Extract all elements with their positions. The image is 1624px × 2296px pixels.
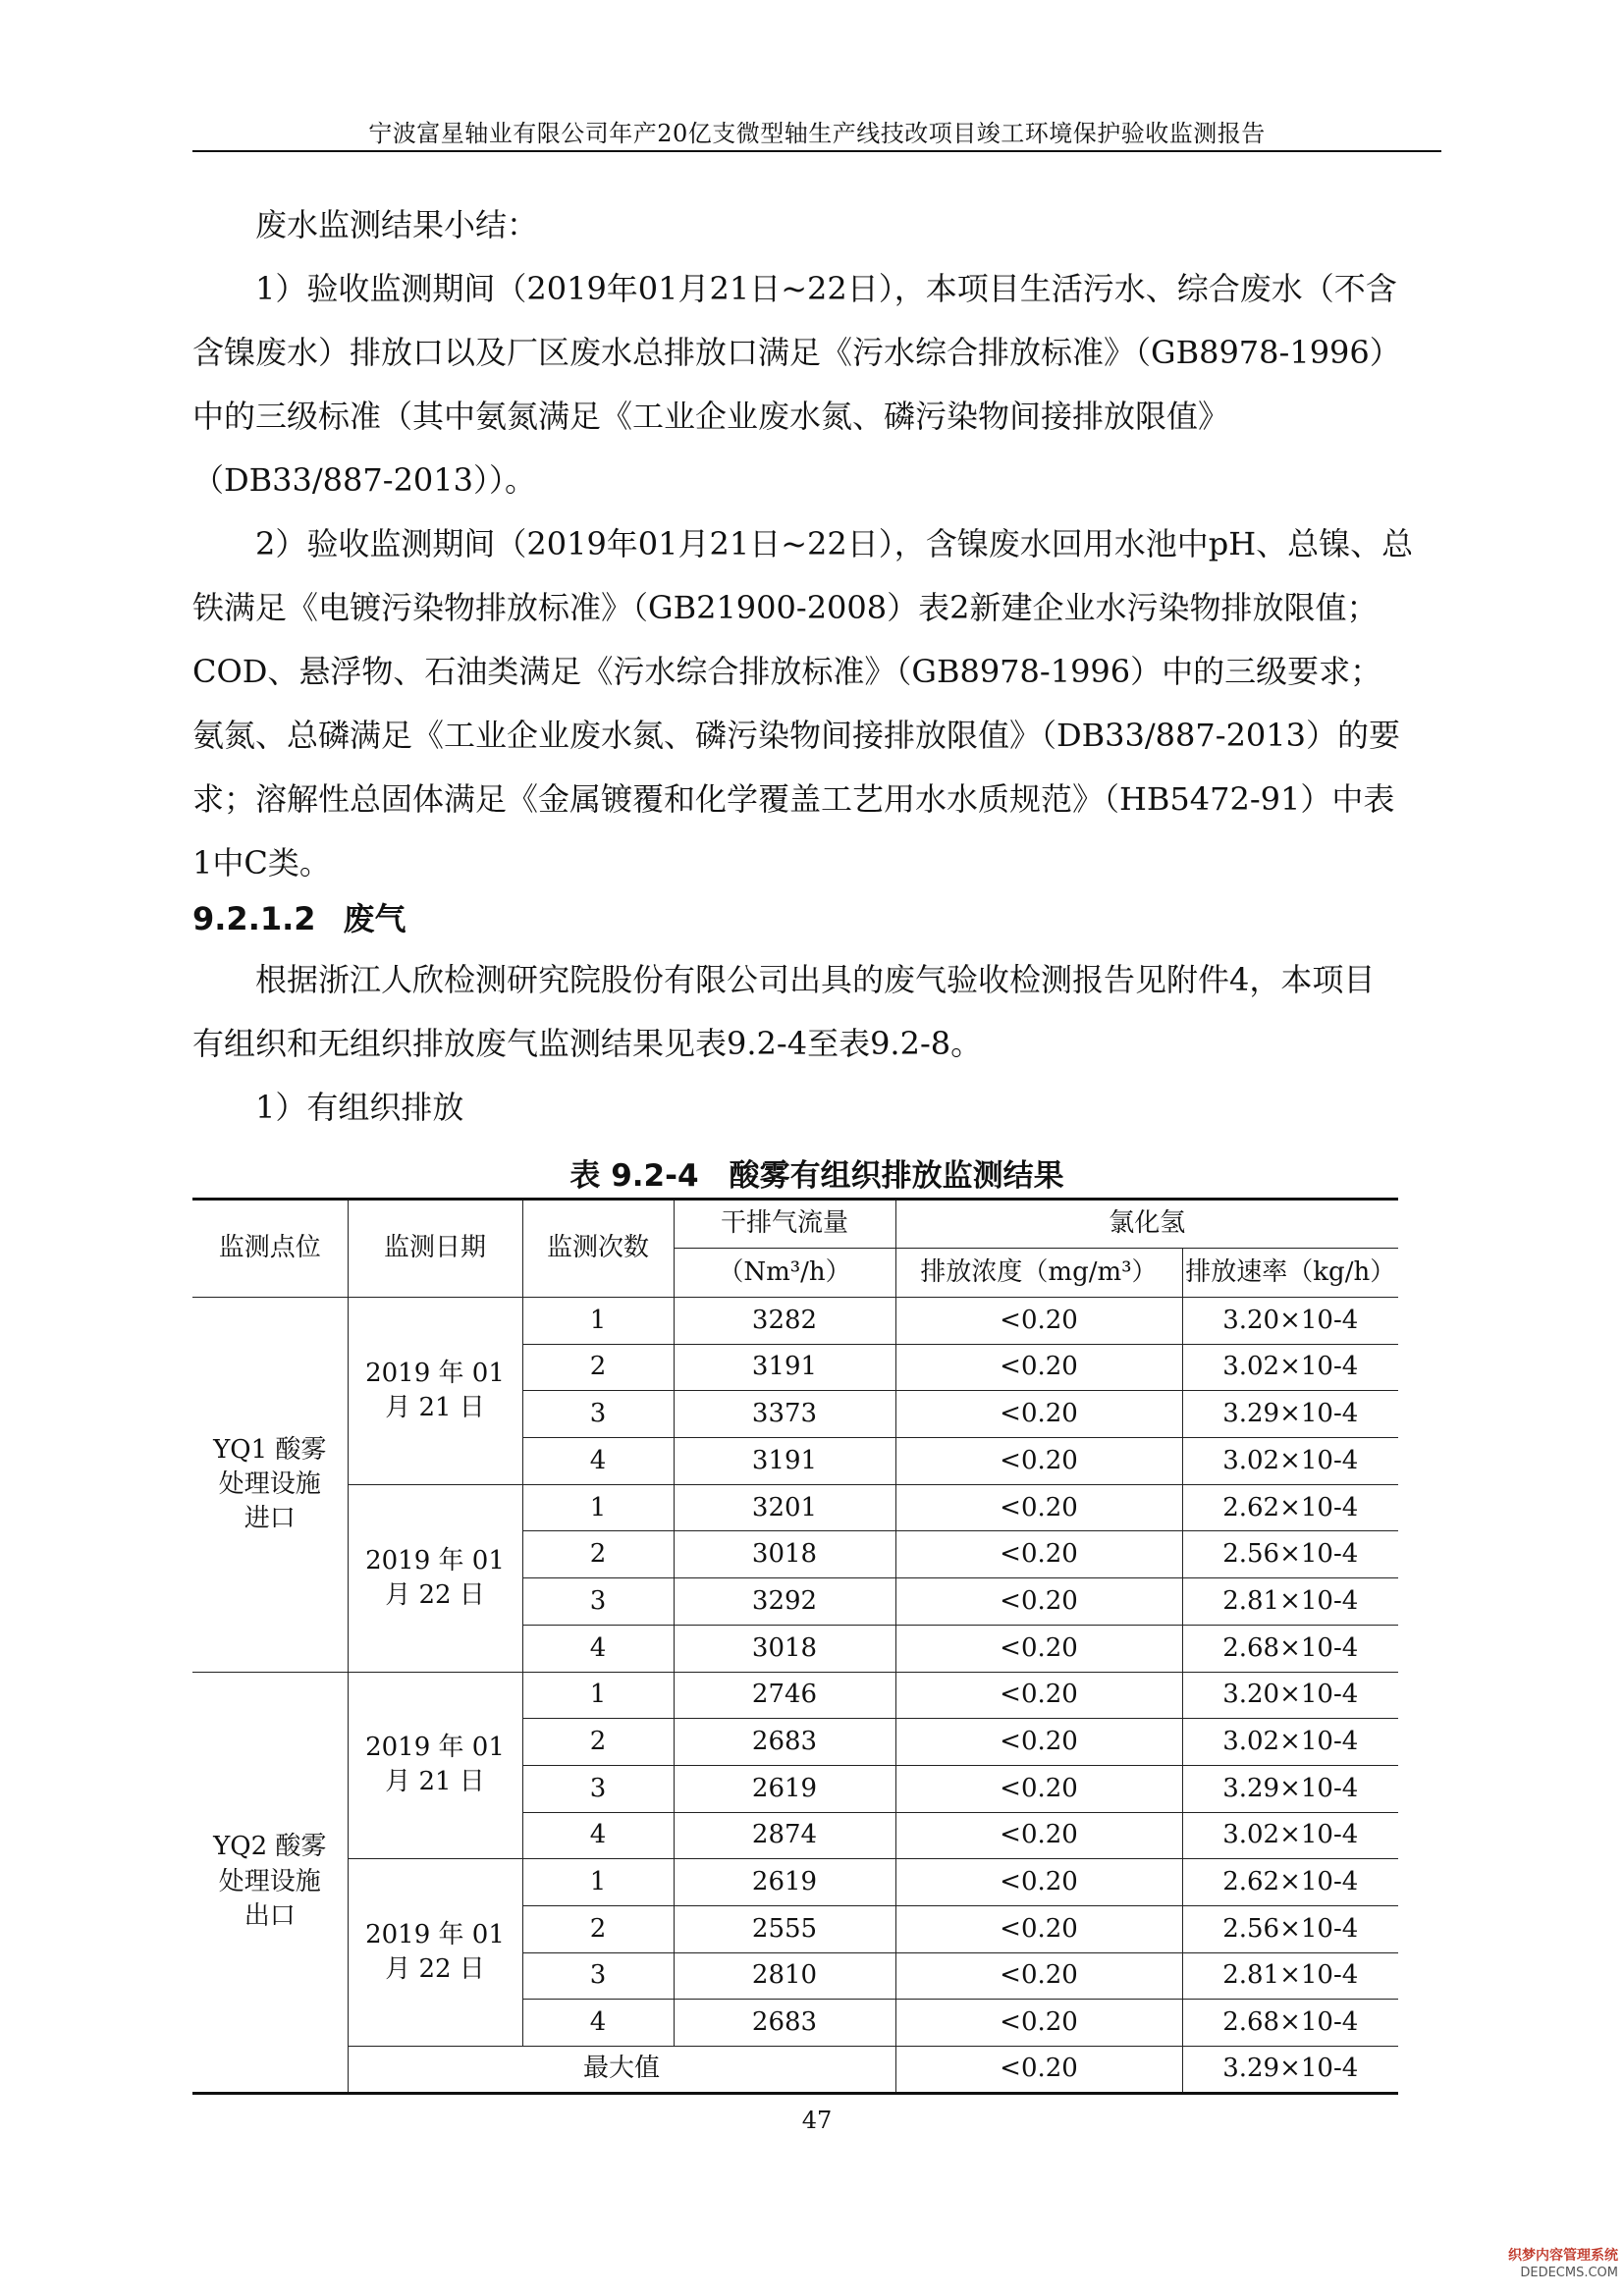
flow-rate-cell: 3373 — [674, 1391, 895, 1438]
monitoring-date-cell: 2019 年 01 月 22 日 — [348, 1859, 522, 2047]
concentration-cell: <0.20 — [895, 1298, 1182, 1345]
page-number: 47 — [801, 2107, 833, 2134]
emission-rate-cell: 3.29×10-4 — [1182, 1391, 1398, 1438]
report-header-title: 宁波富星轴业有限公司年产20亿支微型轴生产线技改项目竣工环境保护验收监测报告 — [368, 120, 1266, 147]
paragraph-line: 1中C类。 — [192, 844, 331, 881]
emission-rate-cell: 2.68×10-4 — [1182, 1625, 1398, 1672]
emission-rate-cell: 3.02×10-4 — [1182, 1344, 1398, 1391]
monitoring-count-cell: 1 — [522, 1672, 674, 1719]
flow-rate-cell: 3018 — [674, 1625, 895, 1672]
paragraph-line: 含镍废水）排放口以及厂区废水总排放口满足《污水综合排放标准》（GB8978-1996） — [192, 334, 1401, 371]
monitoring-count-cell: 3 — [522, 1765, 674, 1812]
emission-rate-cell: 2.81×10-4 — [1182, 1578, 1398, 1626]
flow-rate-cell: 2619 — [674, 1765, 895, 1812]
emission-rate-cell: 3.29×10-4 — [1182, 1765, 1398, 1812]
monitoring-point-cell: YQ1 酸雾 处理设施 进口 — [192, 1298, 348, 1673]
wastewater-summary-title-block — [192, 193, 1441, 257]
flow-rate-cell: 3292 — [674, 1578, 895, 1626]
monitoring-count-cell: 4 — [522, 1812, 674, 1859]
organized-emission-label: 1）有组织排放 — [255, 1089, 464, 1126]
section-title: 废气 — [343, 900, 406, 937]
concentration-cell: <0.20 — [895, 1765, 1182, 1812]
paragraph-line: （DB33/887-2013））。 — [192, 461, 537, 499]
section-number: 9.2.1.2 — [192, 900, 316, 937]
header-monitoring-point: 监测点位 — [192, 1200, 348, 1298]
monitoring-count-cell: 2 — [522, 1719, 674, 1766]
monitoring-count-cell: 2 — [522, 1344, 674, 1391]
paragraph-line: COD、悬浮物、石油类满足《污水综合排放标准》（GB8978-1996）中的三级要求； — [192, 653, 1382, 690]
flow-rate-cell: 2683 — [674, 1719, 895, 1766]
flow-rate-cell: 2619 — [674, 1859, 895, 1906]
paragraph-line: 求；溶解性总固体满足《金属镀覆和化学覆盖工艺用水水质规范》（HB5472-91）中表 — [192, 780, 1395, 818]
paragraph-line: 铁满足《电镀污染物排放标准》（GB21900-2008）表2新建企业水污染物排放限值； — [192, 589, 1379, 626]
header-hydrogen-chloride: 氯化氢 — [895, 1200, 1398, 1249]
concentration-cell: <0.20 — [895, 1344, 1182, 1391]
header-emission-rate: 排放速率（kg/h） — [1182, 1249, 1398, 1298]
site-watermark — [1508, 2247, 1618, 2282]
max-value-label: 最大值 — [348, 2047, 895, 2094]
flow-rate-cell: 2874 — [674, 1812, 895, 1859]
emission-rate-cell: 3.20×10-4 — [1182, 1298, 1398, 1345]
watermark-line-2: DEDECMS.COM — [1520, 2266, 1618, 2280]
paragraph-line: 根据浙江人欣检测研究院股份有限公司出具的废气验收检测报告见附件4，本项目 — [255, 961, 1376, 998]
monitoring-date-cell: 2019 年 01 月 21 日 — [348, 1672, 522, 1859]
monitoring-count-cell: 2 — [522, 1905, 674, 1952]
emission-rate-cell: 3.20×10-4 — [1182, 1672, 1398, 1719]
paragraph-line: 有组织和无组织排放废气监测结果见表9.2-4至表9.2-8。 — [192, 1025, 983, 1062]
monitoring-count-cell: 1 — [522, 1298, 674, 1345]
emission-rate-cell: 2.81×10-4 — [1182, 1952, 1398, 2000]
monitoring-count-cell: 2 — [522, 1531, 674, 1578]
table-caption: 表 9.2-4 酸雾有组织排放监测结果 — [569, 1158, 1064, 1194]
paragraph-line: 氨氮、总磷满足《工业企业废水氮、磷污染物间接排放限值》（DB33/887-2013）的要 — [192, 717, 1401, 754]
monitoring-point-cell: YQ2 酸雾 处理设施 出口 — [192, 1672, 348, 2093]
flow-rate-cell: 3201 — [674, 1484, 895, 1531]
header-monitoring-count: 监测次数 — [522, 1200, 674, 1298]
flow-rate-cell: 2555 — [674, 1905, 895, 1952]
flow-rate-cell: 2810 — [674, 1952, 895, 2000]
wastewater-summary-paragraph-1 — [192, 257, 1441, 512]
concentration-cell: <0.20 — [895, 1578, 1182, 1626]
table-row — [192, 1859, 1398, 1906]
header-emission-concentration: 排放浓度（mg/m³） — [895, 1249, 1182, 1298]
emission-rate-cell: 2.68×10-4 — [1182, 2000, 1398, 2047]
paragraph-line: 2）验收监测期间（2019年01月21日~22日），含镍废水回用水池中pH、总镍、总 — [255, 525, 1414, 562]
concentration-cell: <0.20 — [895, 1719, 1182, 1766]
monitoring-count-cell: 4 — [522, 1438, 674, 1485]
emission-rate-cell: 2.62×10-4 — [1182, 1859, 1398, 1906]
monitoring-count-cell: 1 — [522, 1484, 674, 1531]
concentration-cell: <0.20 — [895, 1625, 1182, 1672]
max-emission-rate-cell: 3.29×10-4 — [1182, 2047, 1398, 2094]
section-heading — [192, 894, 406, 939]
table-row — [192, 1672, 1398, 1719]
flow-rate-cell: 3282 — [674, 1298, 895, 1345]
monitoring-count-cell: 1 — [522, 1859, 674, 1906]
flow-rate-cell: 3018 — [674, 1531, 895, 1578]
monitoring-count-cell: 3 — [522, 1391, 674, 1438]
flow-rate-cell: 2746 — [674, 1672, 895, 1719]
paragraph-line: 中的三级标准（其中氨氮满足《工业企业废水氮、磷污染物间接排放限值》 — [192, 398, 1230, 435]
emission-rate-cell: 2.56×10-4 — [1182, 1905, 1398, 1952]
max-concentration-cell: <0.20 — [895, 2047, 1182, 2094]
concentration-cell: <0.20 — [895, 1438, 1182, 1485]
concentration-cell: <0.20 — [895, 1952, 1182, 2000]
header-rule — [192, 150, 1441, 152]
emission-rate-cell: 3.02×10-4 — [1182, 1812, 1398, 1859]
acid-mist-result-table — [192, 1198, 1398, 2095]
concentration-cell: <0.20 — [895, 1391, 1182, 1438]
concentration-cell: <0.20 — [895, 1531, 1182, 1578]
table-body — [192, 1298, 1398, 2094]
monitoring-count-cell: 3 — [522, 1578, 674, 1626]
concentration-cell: <0.20 — [895, 1812, 1182, 1859]
wastewater-summary-title: 废水监测结果小结： — [255, 206, 539, 243]
monitoring-date-cell: 2019 年 01 月 22 日 — [348, 1484, 522, 1672]
monitoring-count-cell: 4 — [522, 2000, 674, 2047]
watermark-line-1: 织梦内容管理系统 — [1508, 2248, 1618, 2264]
organized-emission-label-block — [192, 1076, 1441, 1140]
monitoring-date-cell: 2019 年 01 月 21 日 — [348, 1298, 522, 1485]
concentration-cell: <0.20 — [895, 1484, 1182, 1531]
concentration-cell: <0.20 — [895, 2000, 1182, 2047]
emission-rate-cell: 3.02×10-4 — [1182, 1719, 1398, 1766]
flow-rate-cell: 3191 — [674, 1438, 895, 1485]
table-row — [192, 1484, 1398, 1531]
table-row-max — [192, 2047, 1398, 2094]
concentration-cell: <0.20 — [895, 1905, 1182, 1952]
emission-rate-cell: 2.56×10-4 — [1182, 1531, 1398, 1578]
emission-rate-cell: 3.02×10-4 — [1182, 1438, 1398, 1485]
monitoring-count-cell: 4 — [522, 1625, 674, 1672]
concentration-cell: <0.20 — [895, 1672, 1182, 1719]
header-flow-unit: （Nm³/h） — [674, 1249, 895, 1298]
emission-rate-cell: 2.62×10-4 — [1182, 1484, 1398, 1531]
header-monitoring-date: 监测日期 — [348, 1200, 522, 1298]
flow-rate-cell: 3191 — [674, 1344, 895, 1391]
flow-rate-cell: 2683 — [674, 2000, 895, 2047]
monitoring-count-cell: 3 — [522, 1952, 674, 2000]
concentration-cell: <0.20 — [895, 1859, 1182, 1906]
paragraph-line: 1）验收监测期间（2019年01月21日~22日），本项目生活污水、综合废水（不含 — [255, 270, 1397, 307]
header-flow-rate: 干排气流量 — [674, 1200, 895, 1249]
exhaust-intro-paragraph — [192, 948, 1441, 1076]
wastewater-summary-paragraph-2 — [192, 512, 1441, 895]
table-row — [192, 1298, 1398, 1345]
